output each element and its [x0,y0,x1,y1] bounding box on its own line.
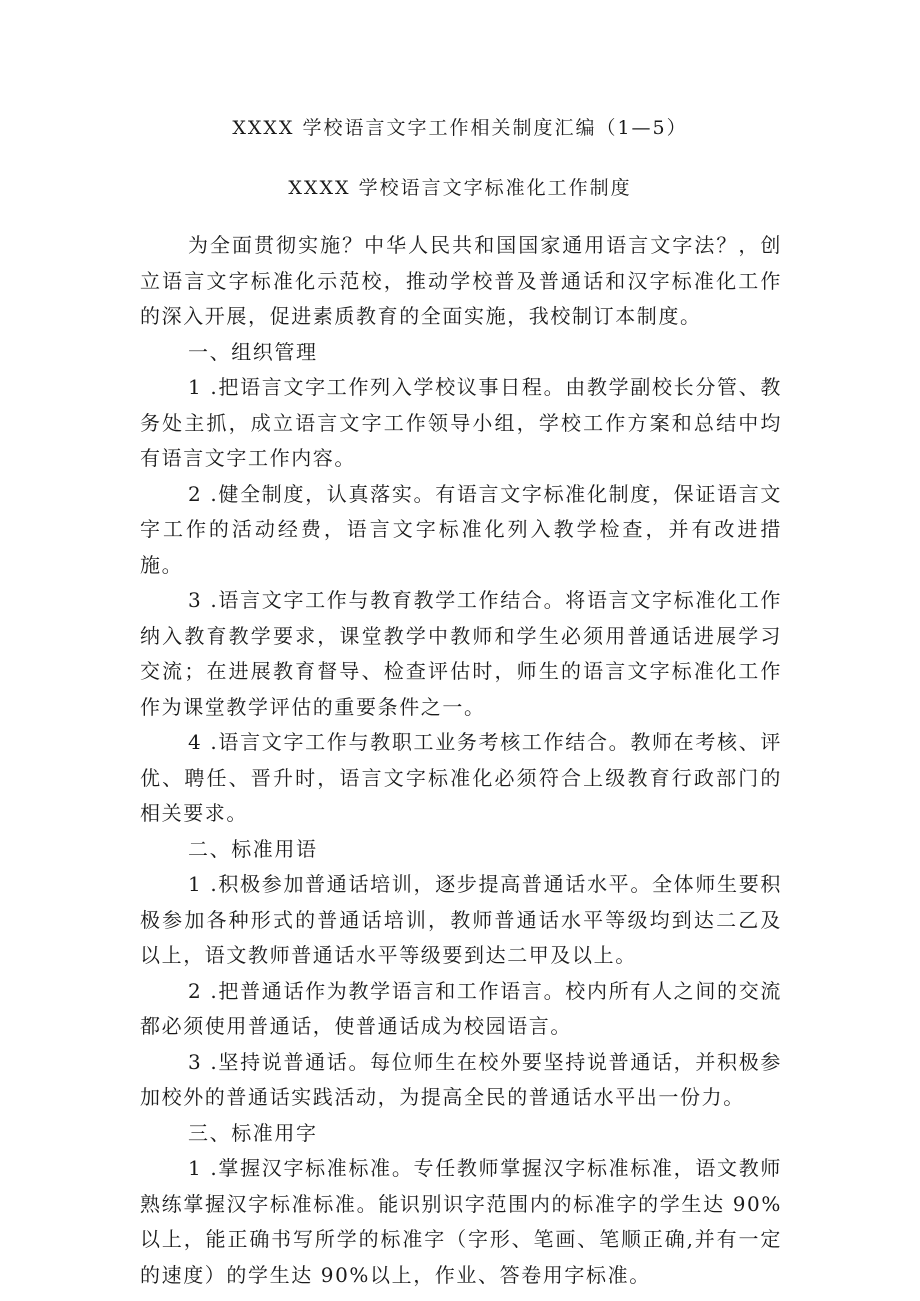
section-item: 1 .积极参加普通话培训，逐步提高普通话水平。全体师生要积极参加各种形式的普通话培训，教师普通话水平等级均到达二乙及以上，语文教师普通话水平等级要到达二甲及以上。 [140,872,782,967]
section-heading: 三、标准用字 [188,1120,318,1145]
section-item: 4 .语言文字工作与教职工业务考核工作结合。教师在考核、评优、聘任、晋升时，语言文字标准化必须符合上级教育行政部门的相关要求。 [140,730,782,825]
document-title: XXXX 学校语言文字工作相关制度汇编（1—5） [232,117,688,139]
document-body [140,228,782,1293]
document-subtitle: XXXX 学校语言文字标准化工作制度 [288,177,632,199]
section-item: 3 .语言文字工作与教育教学工作结合。将语言文字标准化工作纳入教育教学要求，课堂教学中教师和学生必须用普通话进展学习交流；在进展教育督导、检查评估时，师生的语言文字标准化工作作为课堂教学评估的重要条件之一。 [140,588,782,719]
section-item: 2 .把普通话作为教学语言和工作语言。校内所有人之间的交流都必须使用普通话，使普通话成为校园语言。 [140,978,782,1038]
section-item: 3 .坚持说普通话。每位师生在校外要坚持说普通话，并积极参加校外的普通话实践活动，为提高全民的普通话水平出一份力。 [140,1049,782,1109]
section-heading: 二、标准用语 [188,836,318,861]
intro-paragraph: 为全面贯彻实施？中华人民共和国国家通用语言文字法？，创立语言文字标准化示范校，推动学校普及普通话和汉字标准化工作的深入开展，促进素质教育的全面实施，我校制订本制度。 [140,233,782,328]
section-heading: 一、组织管理 [188,339,318,364]
section-item: 1 .把语言文字工作列入学校议事日程。由教学副校长分管、教务处主抓，成立语言文字工作领导小组，学校工作方案和总结中均有语言文字工作内容。 [140,375,782,470]
section-item: 1 .掌握汉字标准标准。专任教师掌握汉字标准标准，语文教师熟练掌握汉字标准标准。能识别识字范围内的标准字的学生达 90%以上，能正确书写所学的标准字（字形、笔画、笔顺正确,并有一定的速度）的学生达 90%以上，作业、答卷用字标准。 [140,1156,782,1287]
section-item: 2 .健全制度，认真落实。有语言文字标准化制度，保证语言文字工作的活动经费，语言文字标准化列入教学检查，并有改进措施。 [140,481,782,577]
